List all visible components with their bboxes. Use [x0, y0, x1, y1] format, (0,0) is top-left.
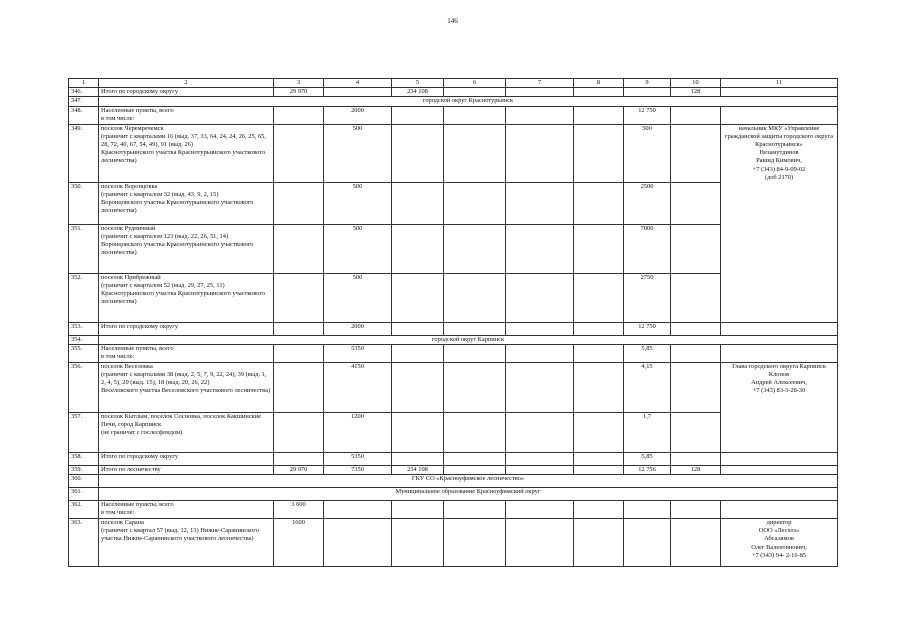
row-name: Населенные пункты, всего в том числе:: [99, 501, 274, 519]
cell: [574, 452, 624, 465]
cell: 234 108: [392, 465, 444, 474]
table-row: [69, 106, 838, 124]
cell: [574, 124, 624, 182]
cell: 3 600: [274, 501, 324, 519]
cell: [721, 344, 838, 362]
cell: [624, 88, 671, 97]
row-number: 355.: [69, 344, 99, 362]
cell: [444, 465, 506, 474]
cell: [574, 519, 624, 567]
cell: [506, 465, 574, 474]
cell: [721, 88, 838, 97]
row-name: поселок Черемречемск (граничит с кварталами 16 (выд. 37, 33, 64, 24, 24, 26, 25, 65, 28, 72, 40, 67, 54, 49), 91 (выд. 26) Краснотурьинского участка Краснотурьинского участкового лесничества): [99, 124, 274, 182]
cell: [444, 88, 506, 97]
row-number: 356.: [69, 362, 99, 412]
cell: [506, 182, 574, 224]
header-cell: 6: [444, 79, 506, 88]
cell: 12 750: [624, 322, 671, 335]
cell: [506, 362, 574, 412]
table-row: [69, 465, 838, 474]
cell: [274, 452, 324, 465]
header-row: [69, 79, 838, 88]
row-name: Итого по городскому округу: [99, 88, 274, 97]
cell: [324, 501, 392, 519]
cell: 500: [324, 224, 392, 273]
cell: [444, 519, 506, 567]
row-name: поселок Прибрежный (граничит с кварталом 52 (выд. 29, 27, 25, 11) Краснотурьинского участка Краснотурьинского участкового лесничества): [99, 273, 274, 322]
cell: [324, 519, 392, 567]
cell: [574, 106, 624, 124]
cell: [444, 452, 506, 465]
section-row: [69, 335, 838, 344]
cell: 2500: [624, 182, 671, 224]
cell: [506, 124, 574, 182]
cell: [574, 344, 624, 362]
row-name: поселок Воронцовка (граничит с кварталом 32 (выд. 43, 9, 2, 15) Воронцовского участка Краснотурьинского участкового лесничества): [99, 182, 274, 224]
cell: [721, 452, 838, 465]
cell: [274, 412, 324, 452]
contact-cell: начальник МКУ «Управление гражданской защиты городского округа Краснотурьинск» Незамутдинов Рашид Кимович, +7 (343) 84-9-09-02 (доб 2170): [721, 124, 838, 322]
cell: [274, 182, 324, 224]
cell: [274, 124, 324, 182]
cell: [444, 322, 506, 335]
header-cell: 10: [671, 79, 721, 88]
cell: [574, 273, 624, 322]
header-cell: 8: [574, 79, 624, 88]
row-name: поселок Рудничный (граничит с кварталом 123 (выд. 22, 26, 51, 14) Воронцовского участка Краснотурьинского участкового лесничества): [99, 224, 274, 273]
row-number: 360.: [69, 475, 99, 488]
cell: [671, 412, 721, 452]
header-cell: 2: [99, 79, 274, 88]
cell: [624, 501, 671, 519]
row-name: поселок Сарана (граничит с квартал 57 (выд. 12, 13) Нижне-Саранинского участка Нижне-Саранинского участкового лесничества): [99, 519, 274, 567]
cell: [392, 452, 444, 465]
row-number: 358.: [69, 452, 99, 465]
cell: [274, 322, 324, 335]
section-row: [69, 475, 838, 488]
cell: [392, 106, 444, 124]
cell: [506, 273, 574, 322]
cell: [392, 344, 444, 362]
cell: [671, 124, 721, 182]
cell: [574, 88, 624, 97]
header-cell: 5: [392, 79, 444, 88]
header-cell: 11: [721, 79, 838, 88]
cell: [392, 224, 444, 273]
header-cell: 1: [69, 79, 99, 88]
row-number: 350.: [69, 182, 99, 224]
cell: [506, 412, 574, 452]
cell: [392, 519, 444, 567]
contact-cell: директор ООО «Лесхоз» Абсалямов Олег Валентинович, +7 (343) 94- 2-16-85: [721, 519, 838, 567]
cell: [444, 362, 506, 412]
cell: [671, 362, 721, 412]
cell: [671, 106, 721, 124]
cell: [444, 344, 506, 362]
cell: 500: [324, 182, 392, 224]
cell: [721, 465, 838, 474]
cell: 234 108: [392, 88, 444, 97]
row-name: поселок Кытлым, поселок Сосновка, поселок Какшинские Печи, город Карпинск (не граничат с гослесфондом): [99, 412, 274, 452]
cell: 5350: [324, 344, 392, 362]
cell: [506, 501, 574, 519]
cell: [392, 501, 444, 519]
row-name: Населенные пункты, всего в том числе:: [99, 344, 274, 362]
cell: [274, 344, 324, 362]
cell: [274, 362, 324, 412]
table-row: [69, 501, 838, 519]
cell: [274, 273, 324, 322]
cell: [392, 412, 444, 452]
section-title: ГКУ СО «Красноуфимское лесничество»: [99, 475, 838, 488]
row-number: 353.: [69, 322, 99, 335]
cell: 7000: [624, 224, 671, 273]
cell: [721, 106, 838, 124]
cell: [506, 322, 574, 335]
header-cell: 3: [274, 79, 324, 88]
table-row: [69, 124, 838, 182]
cell: 500: [324, 273, 392, 322]
cell: [574, 182, 624, 224]
row-number: 363.: [69, 519, 99, 567]
row-name: Населенные пункты, всего в том числе:: [99, 106, 274, 124]
cell: [506, 344, 574, 362]
cell: [392, 273, 444, 322]
cell: 5350: [324, 452, 392, 465]
cell: [574, 322, 624, 335]
cell: [574, 224, 624, 273]
forest-fire-table: [68, 78, 838, 567]
row-number: 359.: [69, 465, 99, 474]
cell: [444, 273, 506, 322]
cell: 12 756: [624, 465, 671, 474]
cell: 2750: [624, 273, 671, 322]
row-name: Итого по городскому округу: [99, 322, 274, 335]
cell: [392, 124, 444, 182]
cell: [671, 224, 721, 273]
cell: 1200: [324, 412, 392, 452]
cell: [671, 273, 721, 322]
table-row: [69, 322, 838, 335]
row-number: 351.: [69, 224, 99, 273]
row-name: поселок Веселовка (граничит с кварталами 38 (выд. 2, 5, 7, 9, 22, 24), 39 (выд. 1, 2, 4, 5), 20 (выд. 15), 18 (выд. 20, 26, 22) Веселовского участка Веселовского участкового лесничества): [99, 362, 274, 412]
row-number: 348.: [69, 106, 99, 124]
cell: [444, 182, 506, 224]
cell: [721, 322, 838, 335]
header-cell: 7: [506, 79, 574, 88]
cell: 29 970: [274, 465, 324, 474]
cell: [324, 88, 392, 97]
page-number: 146: [447, 17, 458, 25]
row-number: 347.: [69, 97, 99, 106]
cell: [671, 501, 721, 519]
cell: [671, 519, 721, 567]
cell: 2000: [324, 322, 392, 335]
section-title: городской округ Краснотурьинск: [99, 97, 838, 106]
cell: [392, 362, 444, 412]
row-number: 354.: [69, 335, 99, 344]
cell: 7350: [324, 465, 392, 474]
cell: 5,85: [624, 344, 671, 362]
section-title: Муниципальное образование Красноуфимский округ: [99, 488, 838, 501]
cell: 500: [324, 124, 392, 182]
cell: [274, 106, 324, 124]
row-number: 352.: [69, 273, 99, 322]
cell: [444, 124, 506, 182]
row-number: 349.: [69, 124, 99, 182]
cell: [671, 182, 721, 224]
row-number: 362.: [69, 501, 99, 519]
section-title: городской округ Карпинск: [99, 335, 838, 344]
cell: [574, 465, 624, 474]
header-cell: 9: [624, 79, 671, 88]
cell: 29 970: [274, 88, 324, 97]
table-row: [69, 519, 838, 567]
cell: 128: [671, 465, 721, 474]
row-number: 361.: [69, 488, 99, 501]
cell: [392, 322, 444, 335]
table-row: [69, 362, 838, 412]
table-row: [69, 344, 838, 362]
cell: [274, 224, 324, 273]
cell: [574, 362, 624, 412]
row-number: 346.: [69, 88, 99, 97]
cell: [506, 452, 574, 465]
cell: 128: [671, 88, 721, 97]
cell: 4150: [324, 362, 392, 412]
section-row: [69, 97, 838, 106]
section-row: [69, 488, 838, 501]
cell: [506, 224, 574, 273]
cell: [574, 501, 624, 519]
contact-cell: Глава городского округа Карпинск Клопов Андрей Алексеевич, +7 (343) 83-3-28-30: [721, 362, 838, 452]
cell: [444, 412, 506, 452]
header-cell: 4: [324, 79, 392, 88]
row-name: Итого по лесничеству: [99, 465, 274, 474]
cell: [721, 501, 838, 519]
row-name: Итого по городскому округу: [99, 452, 274, 465]
cell: [506, 88, 574, 97]
cell: [392, 182, 444, 224]
cell: [506, 519, 574, 567]
cell: [671, 452, 721, 465]
cell: 5,85: [624, 452, 671, 465]
cell: [671, 322, 721, 335]
cell: [574, 412, 624, 452]
cell: 4,15: [624, 362, 671, 412]
table-row: [69, 88, 838, 97]
cell: 1,7: [624, 412, 671, 452]
cell: [624, 519, 671, 567]
cell: [506, 106, 574, 124]
cell: 12 750: [624, 106, 671, 124]
cell: [671, 344, 721, 362]
row-number: 357.: [69, 412, 99, 452]
cell: 2000: [324, 106, 392, 124]
cell: 1600: [274, 519, 324, 567]
cell: [444, 501, 506, 519]
cell: [444, 224, 506, 273]
cell: [444, 106, 506, 124]
table-row: [69, 452, 838, 465]
cell: 500: [624, 124, 671, 182]
